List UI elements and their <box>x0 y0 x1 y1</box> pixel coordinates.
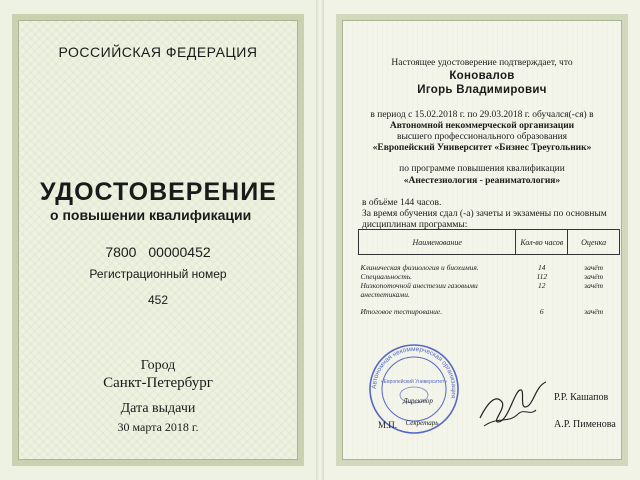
issue-date-caption: Дата выдачи <box>120 401 196 416</box>
column-header-grade: Оценка <box>568 230 620 255</box>
certificate-series: 7800 <box>105 244 137 260</box>
svg-text:Автономная некоммерческая орга <box>371 346 457 400</box>
document-subtitle: о повышении квалификации <box>50 207 252 223</box>
program-name: «Анестезиология - реаниматология» <box>403 176 561 186</box>
handwritten-signature <box>474 372 554 432</box>
stamp-overlay-director: Директор <box>403 397 433 405</box>
subject-hours: 14 <box>538 263 546 272</box>
table-row <box>359 281 620 299</box>
registration-number: 452 <box>147 293 169 307</box>
subject-name: Специальность. <box>360 272 413 281</box>
organization-line-2: высшего профессионального образования <box>396 132 568 142</box>
holder-surname: Коновалов <box>449 70 515 82</box>
exams-text-line-1: За время обучения сдал (-а) зачеты и экзамены по основным <box>362 209 607 219</box>
certificate-serial: 00000452 <box>148 244 211 260</box>
subject-hours: 6 <box>539 307 544 316</box>
subject-hours: 112 <box>536 272 548 281</box>
signatory-secretary: А.Р. Пименова <box>554 419 616 430</box>
intro-text: Настоящее удостоверение подтверждает, что <box>391 58 573 68</box>
stamp-outer-text: Автономная некоммерческая организация <box>370 345 458 400</box>
subject-grade: зачёт <box>584 307 604 316</box>
organization-line-3: «Европейский Университет «Бизнес Треугольник» <box>372 143 592 153</box>
signatory-director: Р.Р. Кашапов <box>554 392 609 403</box>
organization-line-1: Автономной некоммерческой организации <box>389 121 575 131</box>
subject-name: Клиническая физиология и биохимия. <box>360 263 479 272</box>
subject-grade: зачёт <box>584 281 604 290</box>
subject-name: Итоговое тестирование. <box>360 307 443 316</box>
stamp-overlay-secretary: Секретарь <box>405 419 439 427</box>
certificate-number <box>0 244 316 260</box>
city-caption: Город <box>140 358 176 373</box>
column-header-name: Наименование <box>359 230 516 255</box>
book-spine <box>316 0 324 480</box>
subjects-table <box>358 229 620 316</box>
issue-date-value: 30 марта 2018 г. <box>117 420 199 434</box>
left-ornamental-frame <box>12 14 304 466</box>
registration-caption: Регистрационный номер <box>89 267 227 281</box>
document-title: УДОСТОВЕРЕНИЕ <box>40 178 277 206</box>
subject-grade: зачёт <box>584 263 604 272</box>
exams-text-line-2: дисциплинам программы: <box>362 220 468 230</box>
column-header-hours: Кол-во часов <box>516 230 568 255</box>
subject-name: Низкопоточной анестезии газовыми анестетиками. <box>360 281 478 299</box>
subject-grade: зачёт <box>584 272 604 281</box>
stamp-place-label: М.П. <box>378 420 398 430</box>
study-period: в период с 15.02.2018 г. по 29.03.2018 г. обучался(-ся) в <box>370 110 594 120</box>
holder-name: Игорь Владимирович <box>417 84 547 96</box>
country-header: РОССИЙСКАЯ ФЕДЕРАЦИЯ <box>58 44 258 60</box>
subject-hours: 12 <box>538 281 546 290</box>
table-row <box>359 272 620 281</box>
left-page <box>0 0 316 480</box>
program-volume: в объёме 144 часов. <box>362 198 442 208</box>
table-row <box>359 307 620 316</box>
right-page <box>324 0 640 480</box>
city-value: Санкт-Петербург <box>103 375 213 391</box>
program-caption: по программе повышения квалификации <box>399 164 565 174</box>
table-row <box>359 263 620 272</box>
stamp-center-text: «Европейский Университет» <box>380 379 448 385</box>
